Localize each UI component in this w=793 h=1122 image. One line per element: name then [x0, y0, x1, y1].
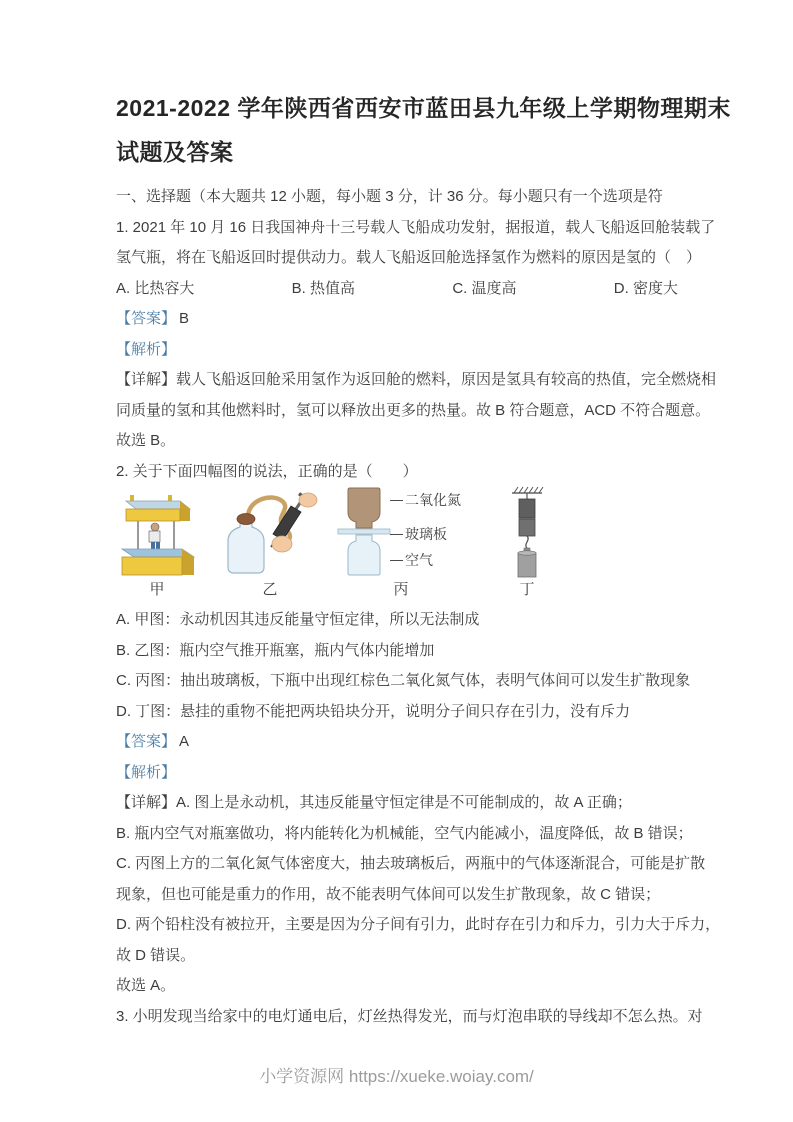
- annotation-air: [390, 550, 433, 570]
- figure-jia-group: [118, 495, 196, 599]
- annotation-nitrogen-dioxide-text: 二氧化氮: [405, 492, 461, 508]
- question-2-option-d: D. 丁图：悬挂的重物不能把两块铅块分开，说明分子间只存在引力，没有斥力: [116, 702, 631, 720]
- figure-jia-label: 甲: [149, 581, 165, 598]
- question-1-detail-line-2: 同质量的氢和其他燃料时，氢可以释放出更多的热量。故 B 符合题意，ACD 不符合题意。: [116, 401, 711, 419]
- leader-line: [390, 560, 403, 561]
- question-2-detail-line-5: D. 两个铅柱没有被拉开，主要是因为分子间有引力，此时存在引力和斥力，引力大于斥力，: [116, 916, 721, 933]
- question-2-answer-value: A: [179, 733, 190, 750]
- leader-line: [390, 500, 403, 501]
- question-2-detail-line-7: 故选 A。: [116, 977, 176, 994]
- answer-tag: 【答案】: [116, 310, 177, 327]
- question-2-option-b: B. 乙图：瓶内空气推开瓶塞，瓶内气体内能增加: [116, 641, 435, 659]
- document-title-line-2: 试题及答案: [116, 139, 234, 165]
- figure-ding-label: 丁: [519, 581, 535, 598]
- diffusion-bottles-image: [336, 484, 392, 579]
- question-2-detail-line-4: 现象，但也可能是重力的作用，故不能表明气体间可以发生扩散现象，故 C 错误；: [116, 885, 661, 903]
- question-2-detail-line-2: B. 瓶内空气对瓶塞做功，将内能转化为机械能，空气内能减小，温度降低，故 B 错误；: [116, 824, 693, 842]
- question-1-detail-line-3: 故选 B。: [116, 432, 176, 449]
- question-1-answer-value: B: [179, 310, 190, 327]
- question-2-figure-strip: [118, 491, 678, 599]
- figure-bing-label: 丙: [393, 581, 409, 598]
- question-1-option-c: C. 温度高: [452, 279, 517, 297]
- annotation-nitrogen-dioxide: [390, 490, 461, 510]
- figure-yi-label: 乙: [262, 581, 278, 598]
- figure-bing-group: [336, 484, 466, 599]
- diffusion-bottles-image-wrap: [336, 484, 466, 579]
- perpetual-motion-machine-image: [118, 495, 196, 579]
- question-1-option-d: D. 密度大: [613, 279, 678, 297]
- question-2-answer-row: [116, 727, 678, 758]
- document-title-line-1: 2021-2022 学年陕西省西安市蓝田县九年级上学期物理期末: [116, 95, 731, 121]
- question-1-answer-row: [116, 304, 678, 335]
- answer-tag: 【答案】: [116, 733, 177, 750]
- analysis-tag: 【解析】: [116, 340, 177, 358]
- question-1-stem-line-1: 1. 2021 年 10 月 16 日我国神舟十三号载人飞船成功发射，据报道，载人飞船返回舱装载了: [116, 218, 716, 236]
- bottle-and-pump-image: [220, 491, 320, 579]
- question-2-detail-line-3: C. 丙图上方的二氧化氮气体密度大，抽去玻璃板后，两瓶中的气体逐渐混合，可能是扩散: [116, 855, 706, 872]
- question-1-detail-line-1: 【详解】载人飞船返回舱采用氢作为返回舱的燃料，原因是氢具有较高的热值，完全燃烧相: [116, 371, 717, 388]
- page-footer: [0, 1062, 793, 1087]
- question-1-option-b: B. 热值高: [291, 279, 355, 297]
- question-2-option-a: A. 甲图：永动机因其违反能量守恒定律，所以无法制成: [116, 611, 480, 628]
- question-1-options-row: [116, 274, 678, 305]
- footer-site-link[interactable]: 小学资源网 https://xueke.woiay.com/: [259, 1067, 534, 1086]
- question-1-analysis-row: [116, 335, 678, 366]
- figure-ding-group: [510, 486, 544, 599]
- question-3-stem: 3. 小明发现当给家中的电灯通电后，灯丝热得发光，而与灯泡串联的导线却不怎么热。对: [116, 1007, 703, 1025]
- document-content: [116, 86, 731, 1032]
- question-2-detail-line-1: 【详解】A. 图上是永动机，其违反能量守恒定律是不可能制成的，故 A 正确；: [116, 794, 632, 811]
- question-2-analysis-row: [116, 758, 678, 789]
- annotation-glass-plate: [390, 524, 447, 544]
- question-1-option-a: A. 比热容大: [116, 279, 195, 297]
- annotation-glass-plate-text: 玻璃板: [405, 526, 447, 542]
- question-2-detail-line-6: 故 D 错误。: [116, 946, 196, 964]
- analysis-tag: 【解析】: [116, 763, 177, 781]
- section-1-heading: 一、选择题（本大题共 12 小题，每小题 3 分，计 36 分。每小题只有一个选项是符: [116, 188, 663, 205]
- question-1-stem-line-2: 氢气瓶，将在飞船返回时提供动力。载人飞船返回舱选择氢作为燃料的原因是氢的（ ）: [116, 249, 702, 266]
- question-2-option-c: C. 丙图：抽出玻璃板，下瓶中出现红棕色二氧化氮气体，表明气体间可以发生扩散现象: [116, 672, 691, 689]
- leader-line: [390, 534, 403, 535]
- lead-cylinders-weight-image: [510, 486, 544, 579]
- annotation-air-text: 空气: [405, 552, 433, 568]
- figure-yi-group: [220, 491, 320, 599]
- question-2-stem: 2. 关于下面四幅图的说法，正确的是（ ）: [116, 462, 418, 480]
